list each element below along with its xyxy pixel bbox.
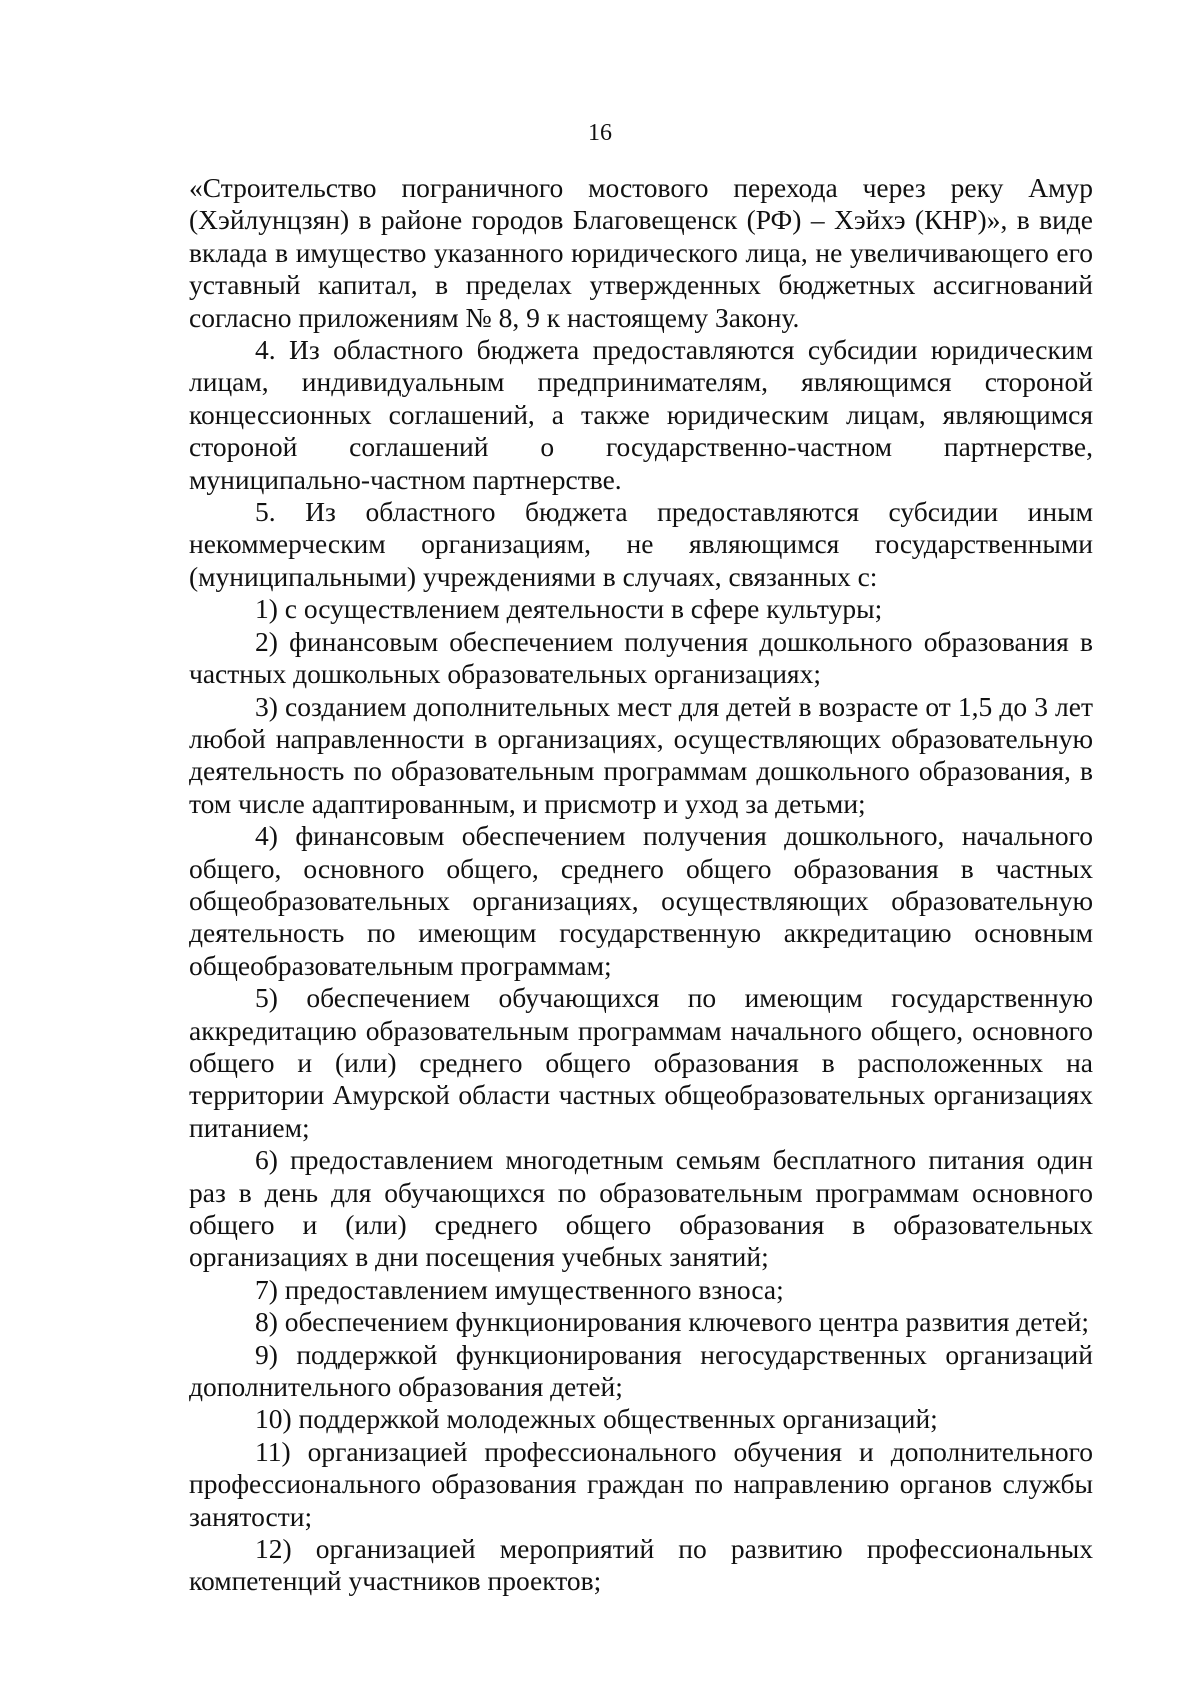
- paragraph-item-5: 5. Из областного бюджета предоставляются субсидии иным некоммерческим организациям, не являющимся государственными (муниципальными) учреждениями в случаях, связанных с:: [189, 496, 1093, 592]
- list-item-8: 8) обеспечением функционирования ключевого центра развития детей;: [255, 1306, 1090, 1338]
- document-body: [189, 172, 1093, 1598]
- paragraph-intro: «Строительство пограничного мостового перехода через реку Амур (Хэйлунцзян) в районе городов Благовещенск (РФ) – Хэйхэ (КНР)», в виде вклада в имущество указанного юридического лица, не увеличивающего его уставный капитал, в пределах утвержденных бюджетных ассигнований согласно приложениям № 8, 9 к настоящему Закону.: [189, 172, 1093, 333]
- paragraph-item-4: 4. Из областного бюджета предоставляются субсидии юридическим лицам, индивидуальным предпринимателям, являющимся стороной концессионных соглашений, а также юридическим лицам, являющимся стороной соглашений о государственно-частном партнерстве, муниципально-частном партнерстве.: [189, 334, 1093, 495]
- list-item-4: 4) финансовым обеспечением получения дошкольного, начального общего, основного общего, среднего общего образования в частных общеобразовательных организациях, осуществляющих образовательную деятельность по имеющим государственную аккредитацию основным общеобразовательным программам;: [189, 820, 1093, 981]
- list-item-9: 9) поддержкой функционирования негосударственных организаций дополнительного образования детей;: [189, 1338, 1093, 1403]
- list-item-11: 11) организацией профессионального обучения и дополнительного профессионального образования граждан по направлению органов службы занятости;: [189, 1435, 1093, 1532]
- list-item-12: 12) организацией мероприятий по развитию профессиональных компетенций участников проектов;: [189, 1533, 1093, 1597]
- list-item-10: 10) поддержкой молодежных общественных организаций;: [255, 1403, 938, 1435]
- list-item-6: 6) предоставлением многодетным семьям бесплатного питания один раз в день для обучающихся по образовательным программам основного общего и (или) среднего общего образования в образовательных организациях в дни посещения учебных занятий;: [189, 1144, 1093, 1273]
- list-item-5: 5) обеспечением обучающихся по имеющим государственную аккредитацию образовательным программам начального общего, основного общего и (или) среднего общего образования в расположенных на территории Амурской области частных общеобразовательных организациях питанием;: [189, 982, 1093, 1143]
- page-number: 16: [588, 120, 612, 146]
- list-item-2: 2) финансовым обеспечением получения дошкольного образования в частных дошкольных образовательных организациях;: [189, 625, 1093, 690]
- list-item-7: 7) предоставлением имущественного взноса;: [255, 1273, 784, 1305]
- list-item-1: 1) с осуществлением деятельности в сфере культуры;: [255, 593, 883, 625]
- list-item-3: 3) созданием дополнительных мест для детей в возрасте от 1,5 до 3 лет любой направленности в организациях, осуществляющих образовательную деятельность по образовательным программам дошкольного образования, в том числе адаптированным, и присмотр и уход за детьми;: [189, 690, 1093, 819]
